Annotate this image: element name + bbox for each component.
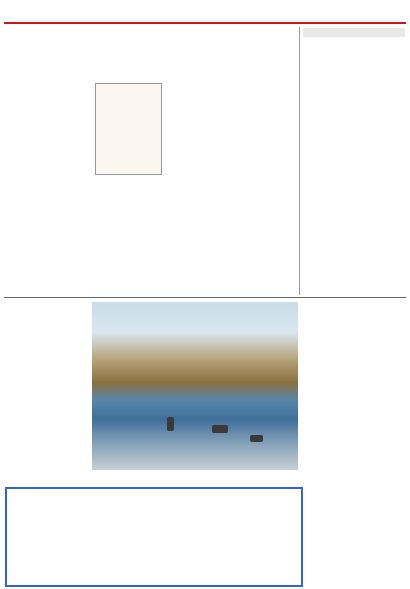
- right-column-rule: [299, 27, 300, 295]
- right-story-text: [305, 316, 405, 386]
- photo-main: [92, 302, 298, 470]
- feature-text-mid: [83, 527, 151, 581]
- feature-highlight-box[interactable]: [5, 487, 303, 587]
- lead-body-mid: [168, 80, 228, 275]
- masthead-rule: [4, 22, 406, 24]
- lead-body-left: [8, 80, 86, 165]
- column-text-right: [368, 150, 405, 290]
- lead-body-lower-mid3: [164, 256, 229, 291]
- photo-person: [167, 417, 174, 431]
- lead-body-right: [234, 80, 294, 275]
- lead-sidebar-box: [95, 83, 162, 175]
- sidebar-text: [100, 87, 157, 157]
- lead-body-lower-mid: [95, 180, 160, 245]
- feature-text-right: [157, 527, 297, 581]
- column-label-bar: [303, 28, 405, 37]
- photo-horse: [212, 425, 228, 433]
- right-story-text: [305, 405, 405, 475]
- column-divider: [4, 200, 5, 290]
- feature-text-left: [9, 491, 77, 581]
- column-text-left: [303, 42, 361, 292]
- lead-body-lower-mid2: [95, 256, 160, 291]
- mid-rule: [4, 297, 406, 298]
- right-story-text: [305, 491, 405, 581]
- lead-body-lower-left: [8, 188, 86, 288]
- photo-story-text: [35, 303, 87, 488]
- photo-horse: [250, 435, 263, 442]
